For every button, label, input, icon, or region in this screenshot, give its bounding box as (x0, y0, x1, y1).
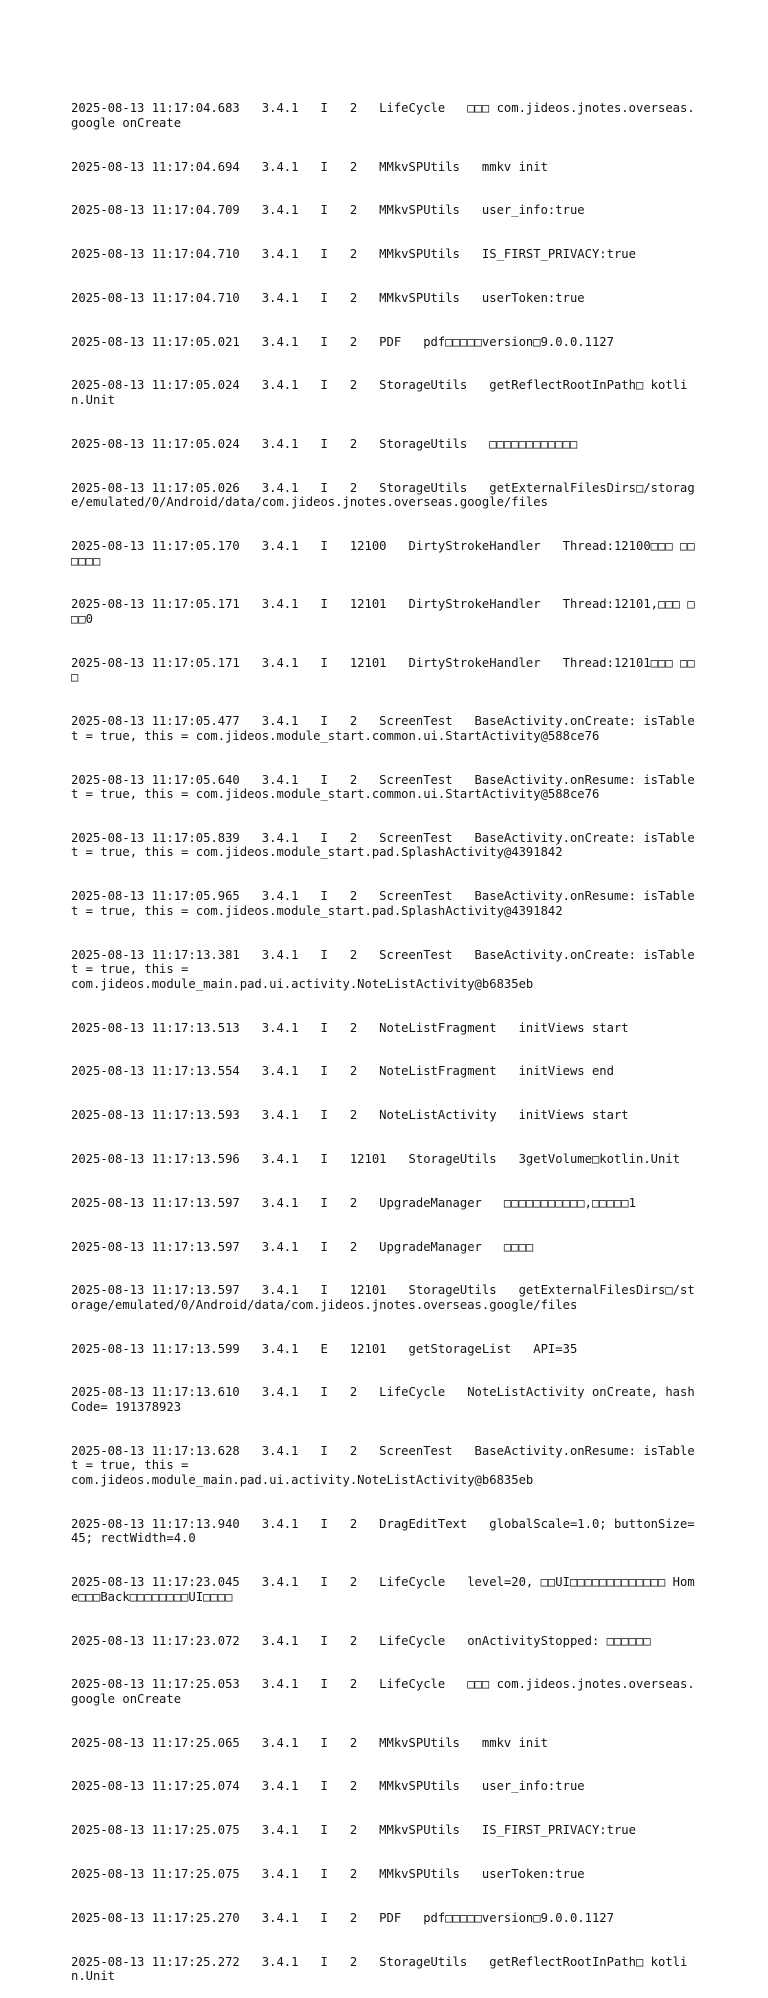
log-entry: 2025-08-13 11:17:13.940 3.4.1 I 2 DragEditText globalScale=1.0; buttonSize=45; rectWidth=4.0 (71, 1516, 695, 1546)
log-entry: 2025-08-13 11:17:25.065 3.4.1 I 2 MMkvSPUtils mmkv init (71, 1735, 548, 1750)
log-entry: 2025-08-13 11:17:25.272 3.4.1 I 2 StorageUtils getReflectRootInPath□ kotlin.Unit (71, 1954, 688, 1984)
log-entry: 2025-08-13 11:17:13.599 3.4.1 E 12101 getStorageList API=35 (71, 1341, 578, 1356)
log-entry: 2025-08-13 11:17:05.171 3.4.1 I 12101 DirtyStrokeHandler Thread:12101,□□□ □□□0 (71, 597, 695, 626)
log-entry: 2025-08-13 11:17:13.628 3.4.1 I 2 ScreenTest BaseActivity.onResume: isTablet = true, this = com.jideos.module_main.pad.ui.activity.NoteListActivity@b6835eb (71, 1443, 695, 1487)
log-entry: 2025-08-13 11:17:04.710 3.4.1 I 2 MMkvSPUtils IS_FIRST_PRIVACY:true (71, 247, 636, 262)
log-entry: 2025-08-13 11:17:04.709 3.4.1 I 2 MMkvSPUtils user_info:true (71, 203, 585, 218)
log-entry: 2025-08-13 11:17:05.024 3.4.1 I 2 StorageUtils □□□□□□□□□□□□ (71, 436, 578, 451)
log-entry: 2025-08-13 11:17:05.171 3.4.1 I 12101 DirtyStrokeHandler Thread:12101□□□ □□□ (71, 655, 695, 685)
log-entry: 2025-08-13 11:17:05.024 3.4.1 I 2 StorageUtils getReflectRootInPath□ kotlin.Unit (71, 378, 688, 408)
log-entry: 2025-08-13 11:17:13.596 3.4.1 I 12101 StorageUtils 3getVolume□kotlin.Unit (71, 1151, 681, 1166)
log-entry: 2025-08-13 11:17:25.074 3.4.1 I 2 MMkvSPUtils user_info:true (71, 1779, 585, 1794)
log-entry: 2025-08-13 11:17:05.170 3.4.1 I 12100 DirtyStrokeHandler Thread:12100□□□ □□□□□□ (71, 539, 695, 568)
log-entry: 2025-08-13 11:17:13.597 3.4.1 I 2 UpgradeManager □□□□□□□□□□□,□□□□□1 (71, 1195, 636, 1210)
log-entry: 2025-08-13 11:17:05.026 3.4.1 I 2 StorageUtils getExternalFilesDirs□/storage/emulated/0/Android/data/com.jideos.jnotes.overseas.google/files (71, 480, 695, 510)
log-entry: 2025-08-13 11:17:13.597 3.4.1 I 12101 StorageUtils getExternalFilesDirs□/storage/emulated/0/Android/data/com.jideos.jnotes.overseas.google/files (71, 1283, 695, 1312)
log-entry: 2025-08-13 11:17:25.075 3.4.1 I 2 MMkvSPUtils userToken:true (71, 1867, 585, 1882)
log-entry: 2025-08-13 11:17:05.021 3.4.1 I 2 PDF pdf□□□□□version□9.0.0.1127 (71, 334, 614, 349)
log-entry: 2025-08-13 11:17:05.965 3.4.1 I 2 ScreenTest BaseActivity.onResume: isTablet = true, this = com.jideos.module_start.pad.SplashActivity@4391842 (71, 889, 695, 918)
log-entry: 2025-08-13 11:17:04.683 3.4.1 I 2 LifeCycle □□□ com.jideos.jnotes.overseas.google onCreate (71, 101, 695, 130)
log-entry: 2025-08-13 11:17:23.072 3.4.1 I 2 LifeCycle onActivityStopped: □□□□□□ (71, 1633, 651, 1648)
log-entry: 2025-08-13 11:17:05.477 3.4.1 I 2 ScreenTest BaseActivity.onCreate: isTablet = true, this = com.jideos.module_start.common.ui.StartActivity@588ce76 (71, 714, 695, 743)
log-entry: 2025-08-13 11:17:13.610 3.4.1 I 2 LifeCycle NoteListActivity onCreate, hashCode= 191378923 (71, 1385, 695, 1415)
log-document (71, 72, 701, 1998)
log-entry: 2025-08-13 11:17:25.270 3.4.1 I 2 PDF pdf□□□□□version□9.0.0.1127 (71, 1910, 614, 1925)
log-entry: 2025-08-13 11:17:05.640 3.4.1 I 2 ScreenTest BaseActivity.onResume: isTablet = true, this = com.jideos.module_start.common.ui.StartActivity@588ce76 (71, 772, 695, 802)
log-entry: 2025-08-13 11:17:13.593 3.4.1 I 2 NoteListActivity initViews start (71, 1108, 629, 1123)
log-entry: 2025-08-13 11:17:13.381 3.4.1 I 2 ScreenTest BaseActivity.onCreate: isTablet = true, this = com.jideos.module_main.pad.ui.activity.NoteListActivity@b6835eb (71, 947, 695, 991)
log-entry: 2025-08-13 11:17:23.045 3.4.1 I 2 LifeCycle level=20, □□UI□□□□□□□□□□□□□ Home□□□Back□□□□□□□□UI□□□□ (71, 1575, 695, 1604)
log-entry: 2025-08-13 11:17:13.597 3.4.1 I 2 UpgradeManager □□□□ (71, 1239, 534, 1254)
log-entry: 2025-08-13 11:17:25.053 3.4.1 I 2 LifeCycle □□□ com.jideos.jnotes.overseas.google onCreate (71, 1677, 695, 1706)
log-entry: 2025-08-13 11:17:25.075 3.4.1 I 2 MMkvSPUtils IS_FIRST_PRIVACY:true (71, 1823, 636, 1838)
log-entry: 2025-08-13 11:17:04.710 3.4.1 I 2 MMkvSPUtils userToken:true (71, 290, 585, 305)
log-entry: 2025-08-13 11:17:13.554 3.4.1 I 2 NoteListFragment initViews end (71, 1064, 614, 1079)
log-entry: 2025-08-13 11:17:04.694 3.4.1 I 2 MMkvSPUtils mmkv init (71, 159, 548, 174)
log-entry: 2025-08-13 11:17:13.513 3.4.1 I 2 NoteListFragment initViews start (71, 1020, 629, 1035)
log-entry: 2025-08-13 11:17:05.839 3.4.1 I 2 ScreenTest BaseActivity.onCreate: isTablet = true, this = com.jideos.module_start.pad.SplashActivity@4391842 (71, 830, 695, 860)
